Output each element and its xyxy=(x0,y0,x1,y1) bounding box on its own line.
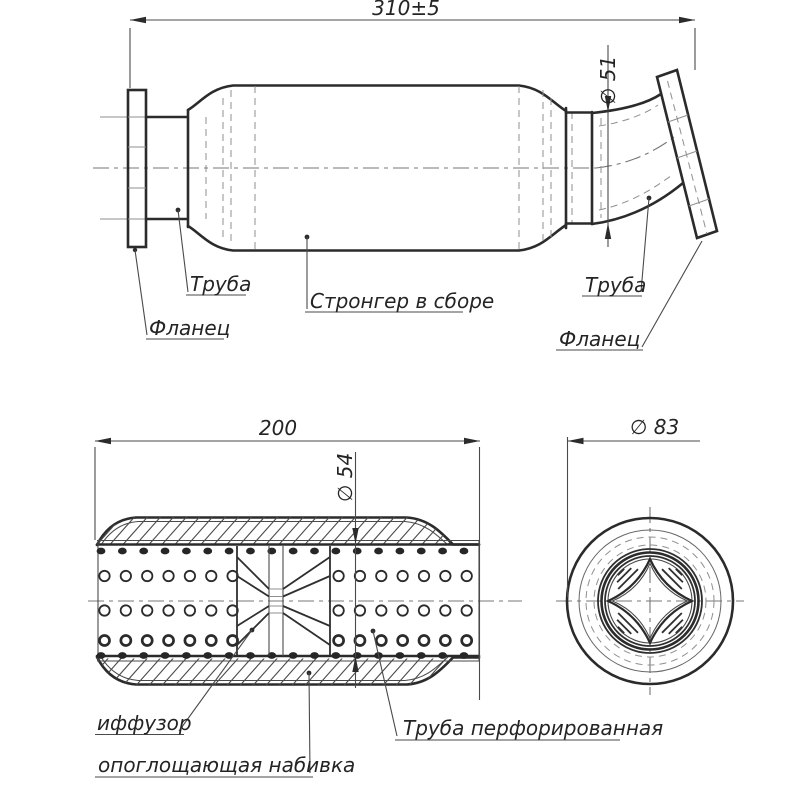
perforation-hole xyxy=(163,571,173,581)
dim-shell-diameter-text: ∅ 83 xyxy=(630,415,680,439)
perforation-hole xyxy=(206,605,216,615)
hatch-line xyxy=(617,568,631,582)
perforation-hole xyxy=(185,571,195,581)
perforation-hole xyxy=(99,605,109,615)
perforation-hole xyxy=(398,636,408,646)
perforation-hole xyxy=(376,571,386,581)
wall-hole-dot xyxy=(396,652,405,659)
perforation-hole xyxy=(142,571,152,581)
hatch-line xyxy=(617,620,631,634)
hatch-line xyxy=(457,654,489,690)
perforation-hole xyxy=(376,636,386,646)
perforation-hole xyxy=(397,571,407,581)
label-diffuser: иффузор xyxy=(97,711,192,735)
label-pipe-right: Труба xyxy=(585,273,647,297)
wall-hole-dot xyxy=(203,652,212,659)
wall-hole-dot xyxy=(417,652,426,659)
perforation-hole xyxy=(419,571,429,581)
wall-hole-dot xyxy=(182,652,191,659)
hatch-line xyxy=(418,654,450,690)
wall-hole-dot xyxy=(139,652,148,659)
wall-hole-dot xyxy=(161,548,170,555)
perforation-hole xyxy=(376,605,386,615)
dim-outlet-diameter xyxy=(596,45,620,247)
wall-hole-dot xyxy=(310,652,319,659)
end-view xyxy=(556,415,744,695)
wall-hole-dot xyxy=(396,548,405,555)
wall-hole-dot xyxy=(438,652,447,659)
perforation-hole xyxy=(185,636,195,646)
label-stronger-assembly: Стронгер в сборе xyxy=(310,289,495,313)
wall-hole-dot xyxy=(97,548,106,555)
flex-section-view xyxy=(80,416,663,777)
wall-hole-dot xyxy=(374,548,383,555)
wall-hole-dot xyxy=(161,652,170,659)
wall-hole-dot xyxy=(460,652,469,659)
perforation-hole xyxy=(99,571,109,581)
hatch-line xyxy=(470,654,502,690)
label-flange-left: Фланец xyxy=(149,316,231,340)
wall-hole-dot xyxy=(289,548,298,555)
perforation-hole xyxy=(462,571,472,581)
perforation-hole xyxy=(334,636,344,646)
perforation-hole xyxy=(121,636,131,646)
wall-hole-dot xyxy=(460,548,469,555)
wall-hole-dot xyxy=(331,652,340,659)
perforation-hole xyxy=(333,605,343,615)
perforation-hole xyxy=(419,605,429,615)
perforation-hole xyxy=(440,636,450,646)
hatch-line xyxy=(444,654,476,690)
perforation-hole xyxy=(163,605,173,615)
perforation-hole xyxy=(206,636,216,646)
perforation-hole xyxy=(185,605,195,615)
dim-overall-length-text: 310±5 xyxy=(372,0,440,20)
perforation-hole xyxy=(355,571,365,581)
dim-outlet-diameter-text: ∅ 51 xyxy=(596,55,620,105)
perforation-hole xyxy=(397,605,407,615)
bent-pipe-outline xyxy=(592,94,683,224)
dim-shell-diameter xyxy=(568,415,701,597)
label-padding: опоглощающая набивка xyxy=(98,753,356,777)
wall-hole-dot xyxy=(289,652,298,659)
perforation-hole xyxy=(121,571,131,581)
wall-hole-dot xyxy=(310,548,319,555)
wall-hole-dot xyxy=(203,548,212,555)
flange-right-outline xyxy=(657,70,717,238)
arrowhead xyxy=(130,17,146,23)
label-perforated-pipe: Труба перфорированная xyxy=(403,716,664,740)
perforation-hole xyxy=(333,571,343,581)
callout-stronger-assembly xyxy=(305,235,495,313)
wall-hole-dot xyxy=(246,548,255,555)
wall-hole-dot xyxy=(182,548,191,555)
hatch-line xyxy=(483,513,515,549)
perforation-hole xyxy=(440,571,450,581)
wall-hole-dot xyxy=(118,548,127,555)
perforation-hole xyxy=(355,636,365,646)
assembly-view xyxy=(93,0,717,351)
hatch-line xyxy=(669,568,683,582)
perforation-hole xyxy=(419,636,429,646)
wall-hole-dot xyxy=(353,652,362,659)
hatch-line xyxy=(483,654,515,690)
wall-hole-dot xyxy=(331,548,340,555)
wall-hole-dot xyxy=(246,652,255,659)
hatch-line xyxy=(405,654,437,690)
perforation-hole xyxy=(121,605,131,615)
wall-hole-dot xyxy=(438,548,447,555)
perforation-hole xyxy=(100,636,110,646)
perforation-hole xyxy=(206,571,216,581)
perforation-hole xyxy=(355,605,365,615)
perforation-hole xyxy=(462,636,472,646)
dim-flex-length-text: 200 xyxy=(258,416,298,440)
perforation-hole xyxy=(142,636,152,646)
perforation-hole xyxy=(142,605,152,615)
wall-hole-dot xyxy=(225,548,234,555)
perforation-hole xyxy=(440,605,450,615)
perforation-hole xyxy=(164,636,174,646)
wall-hole-dot xyxy=(118,652,127,659)
wall-hole-dot xyxy=(353,548,362,555)
label-flange-right: Фланец xyxy=(559,327,641,351)
label-pipe-left: Труба xyxy=(190,272,252,296)
arrowhead xyxy=(679,17,695,23)
perforation-holes xyxy=(97,548,472,659)
perforation-hole xyxy=(462,605,472,615)
hatch-line xyxy=(669,620,683,634)
wall-hole-dot xyxy=(139,548,148,555)
dim-inner-pipe-diameter-text: ∅ 54 xyxy=(333,452,357,502)
wall-hole-dot xyxy=(417,548,426,555)
wall-hole-dot xyxy=(97,652,106,659)
